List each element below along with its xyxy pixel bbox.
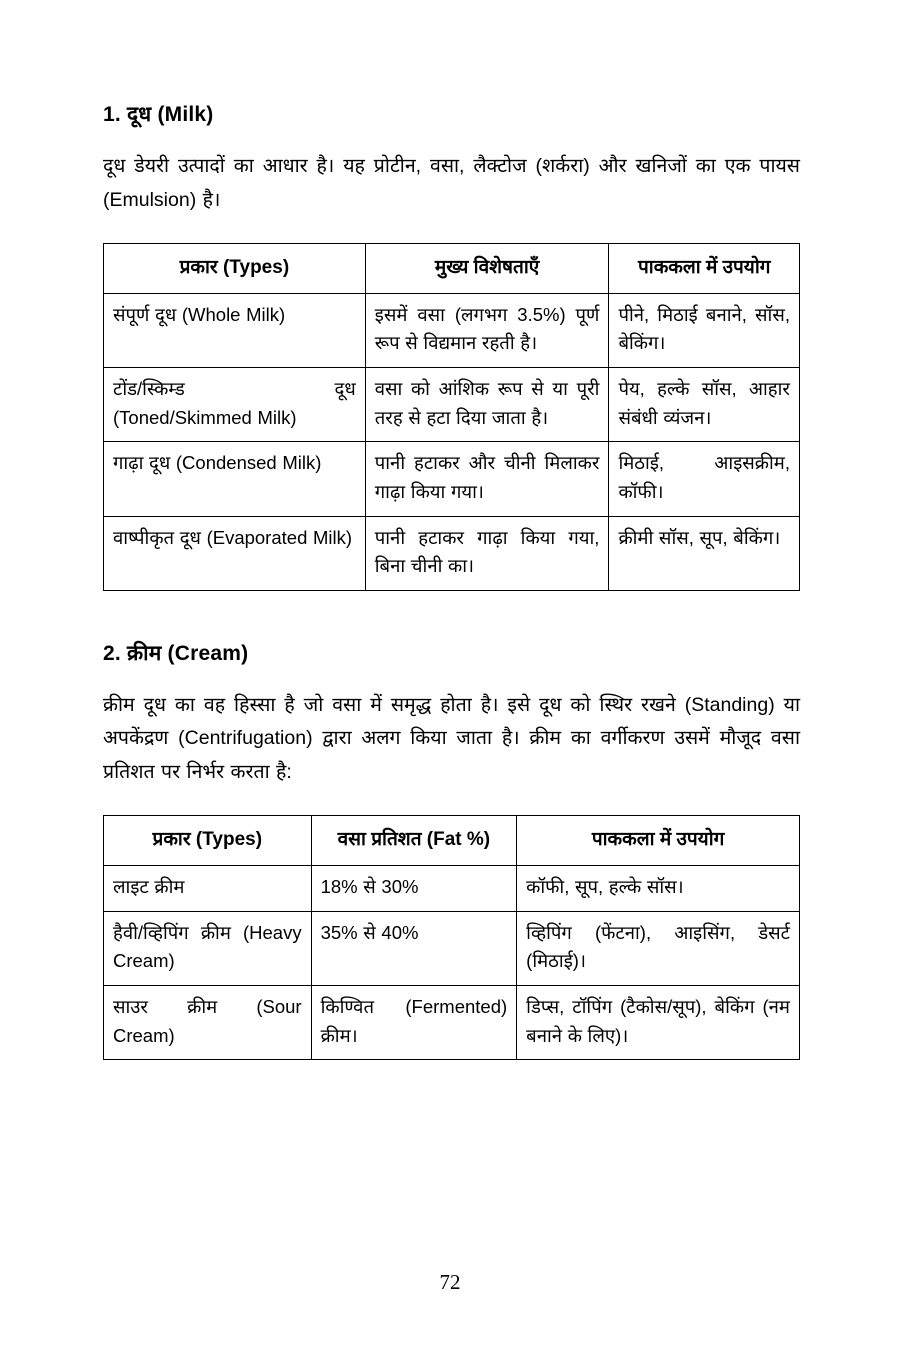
section-paragraph-cream: क्रीम दूध का वह हिस्सा है जो वसा में समृद्ध होता है। इसे दूध को स्थिर रखने (Standing) या अपकेंद्रण (Centrifugation) द्वारा अलग किया जाता है। क्रीम का वर्गीकरण उसमें मौजूद वसा प्रतिशत पर निर्भर करता है: xyxy=(103,693,800,783)
spacer xyxy=(103,595,800,639)
cell-type: वाष्पीकृत दूध (Evaporated Milk) xyxy=(104,516,366,590)
cell-culinary-use: कॉफी, सूप, हल्के सॉस। xyxy=(517,865,800,911)
cell-features: इसमें वसा (लगभग 3.5%) पूर्ण रूप से विद्यमान रहती है। xyxy=(365,293,609,367)
cell-features: पानी हटाकर गाढ़ा किया गया, बिना चीनी का। xyxy=(365,516,609,590)
table-row xyxy=(104,516,800,590)
cream-types-table xyxy=(103,815,800,1060)
column-header-culinary-use: पाककला में उपयोग xyxy=(517,816,800,865)
milk-types-table xyxy=(103,243,800,591)
cell-culinary-use: मिठाई, आइसक्रीम, कॉफी। xyxy=(609,442,800,516)
column-header-type: प्रकार (Types) xyxy=(104,244,366,293)
table-row xyxy=(104,442,800,516)
cell-culinary-use: क्रीमी सॉस, सूप, बेकिंग। xyxy=(609,516,800,590)
table-row xyxy=(104,865,800,911)
table-row xyxy=(104,367,800,441)
cell-fat-percent: 35% से 40% xyxy=(311,911,517,985)
section-paragraph-milk: दूध डेयरी उत्पादों का आधार है। यह प्रोटीन, वसा, लैक्टोज (शर्करा) और खनिजों का एक पायस (Emulsion) है। xyxy=(103,155,800,211)
page-number: 72 xyxy=(439,1270,461,1294)
cell-type: संपूर्ण दूध (Whole Milk) xyxy=(104,293,366,367)
cell-type: गाढ़ा दूध (Condensed Milk) xyxy=(104,442,366,516)
table-header-row xyxy=(104,816,800,865)
cell-culinary-use: डिप्स, टॉपिंग (टैकोस/सूप), बेकिंग (नम बनाने के लिए)। xyxy=(517,985,800,1059)
cell-culinary-use: व्हिपिंग (फेंटना), आइसिंग, डेसर्ट (मिठाई)। xyxy=(517,911,800,985)
table-row xyxy=(104,911,800,985)
cell-culinary-use: पीने, मिठाई बनाने, सॉस, बेकिंग। xyxy=(609,293,800,367)
cell-fat-percent: किण्वित (Fermented) क्रीम। xyxy=(311,985,517,1059)
table-row xyxy=(104,293,800,367)
section-heading-milk: 1. दूध (Milk) xyxy=(103,103,214,126)
cell-type: हैवी/व्हिपिंग क्रीम (Heavy Cream) xyxy=(104,911,312,985)
table-header-row xyxy=(104,244,800,293)
cell-type: टोंड/स्किम्ड दूध (Toned/Skimmed Milk) xyxy=(104,367,366,441)
column-header-culinary-use: पाककला में उपयोग xyxy=(609,244,800,293)
cell-culinary-use: पेय, हल्के सॉस, आहार संबंधी व्यंजन। xyxy=(609,367,800,441)
column-header-type: प्रकार (Types) xyxy=(104,816,312,865)
cell-features: वसा को आंशिक रूप से या पूरी तरह से हटा दिया जाता है। xyxy=(365,367,609,441)
column-header-features: मुख्य विशेषताएँ xyxy=(365,244,609,293)
section-heading-cream: 2. क्रीम (Cream) xyxy=(103,641,249,665)
cell-features: पानी हटाकर और चीनी मिलाकर गाढ़ा किया गया। xyxy=(365,442,609,516)
table-row xyxy=(104,985,800,1059)
column-header-fat-percent: वसा प्रतिशत (Fat %) xyxy=(311,816,517,865)
cell-type: लाइट क्रीम xyxy=(104,865,312,911)
cell-fat-percent: 18% से 30% xyxy=(311,865,517,911)
cell-type: साउर क्रीम (Sour Cream) xyxy=(104,985,312,1059)
